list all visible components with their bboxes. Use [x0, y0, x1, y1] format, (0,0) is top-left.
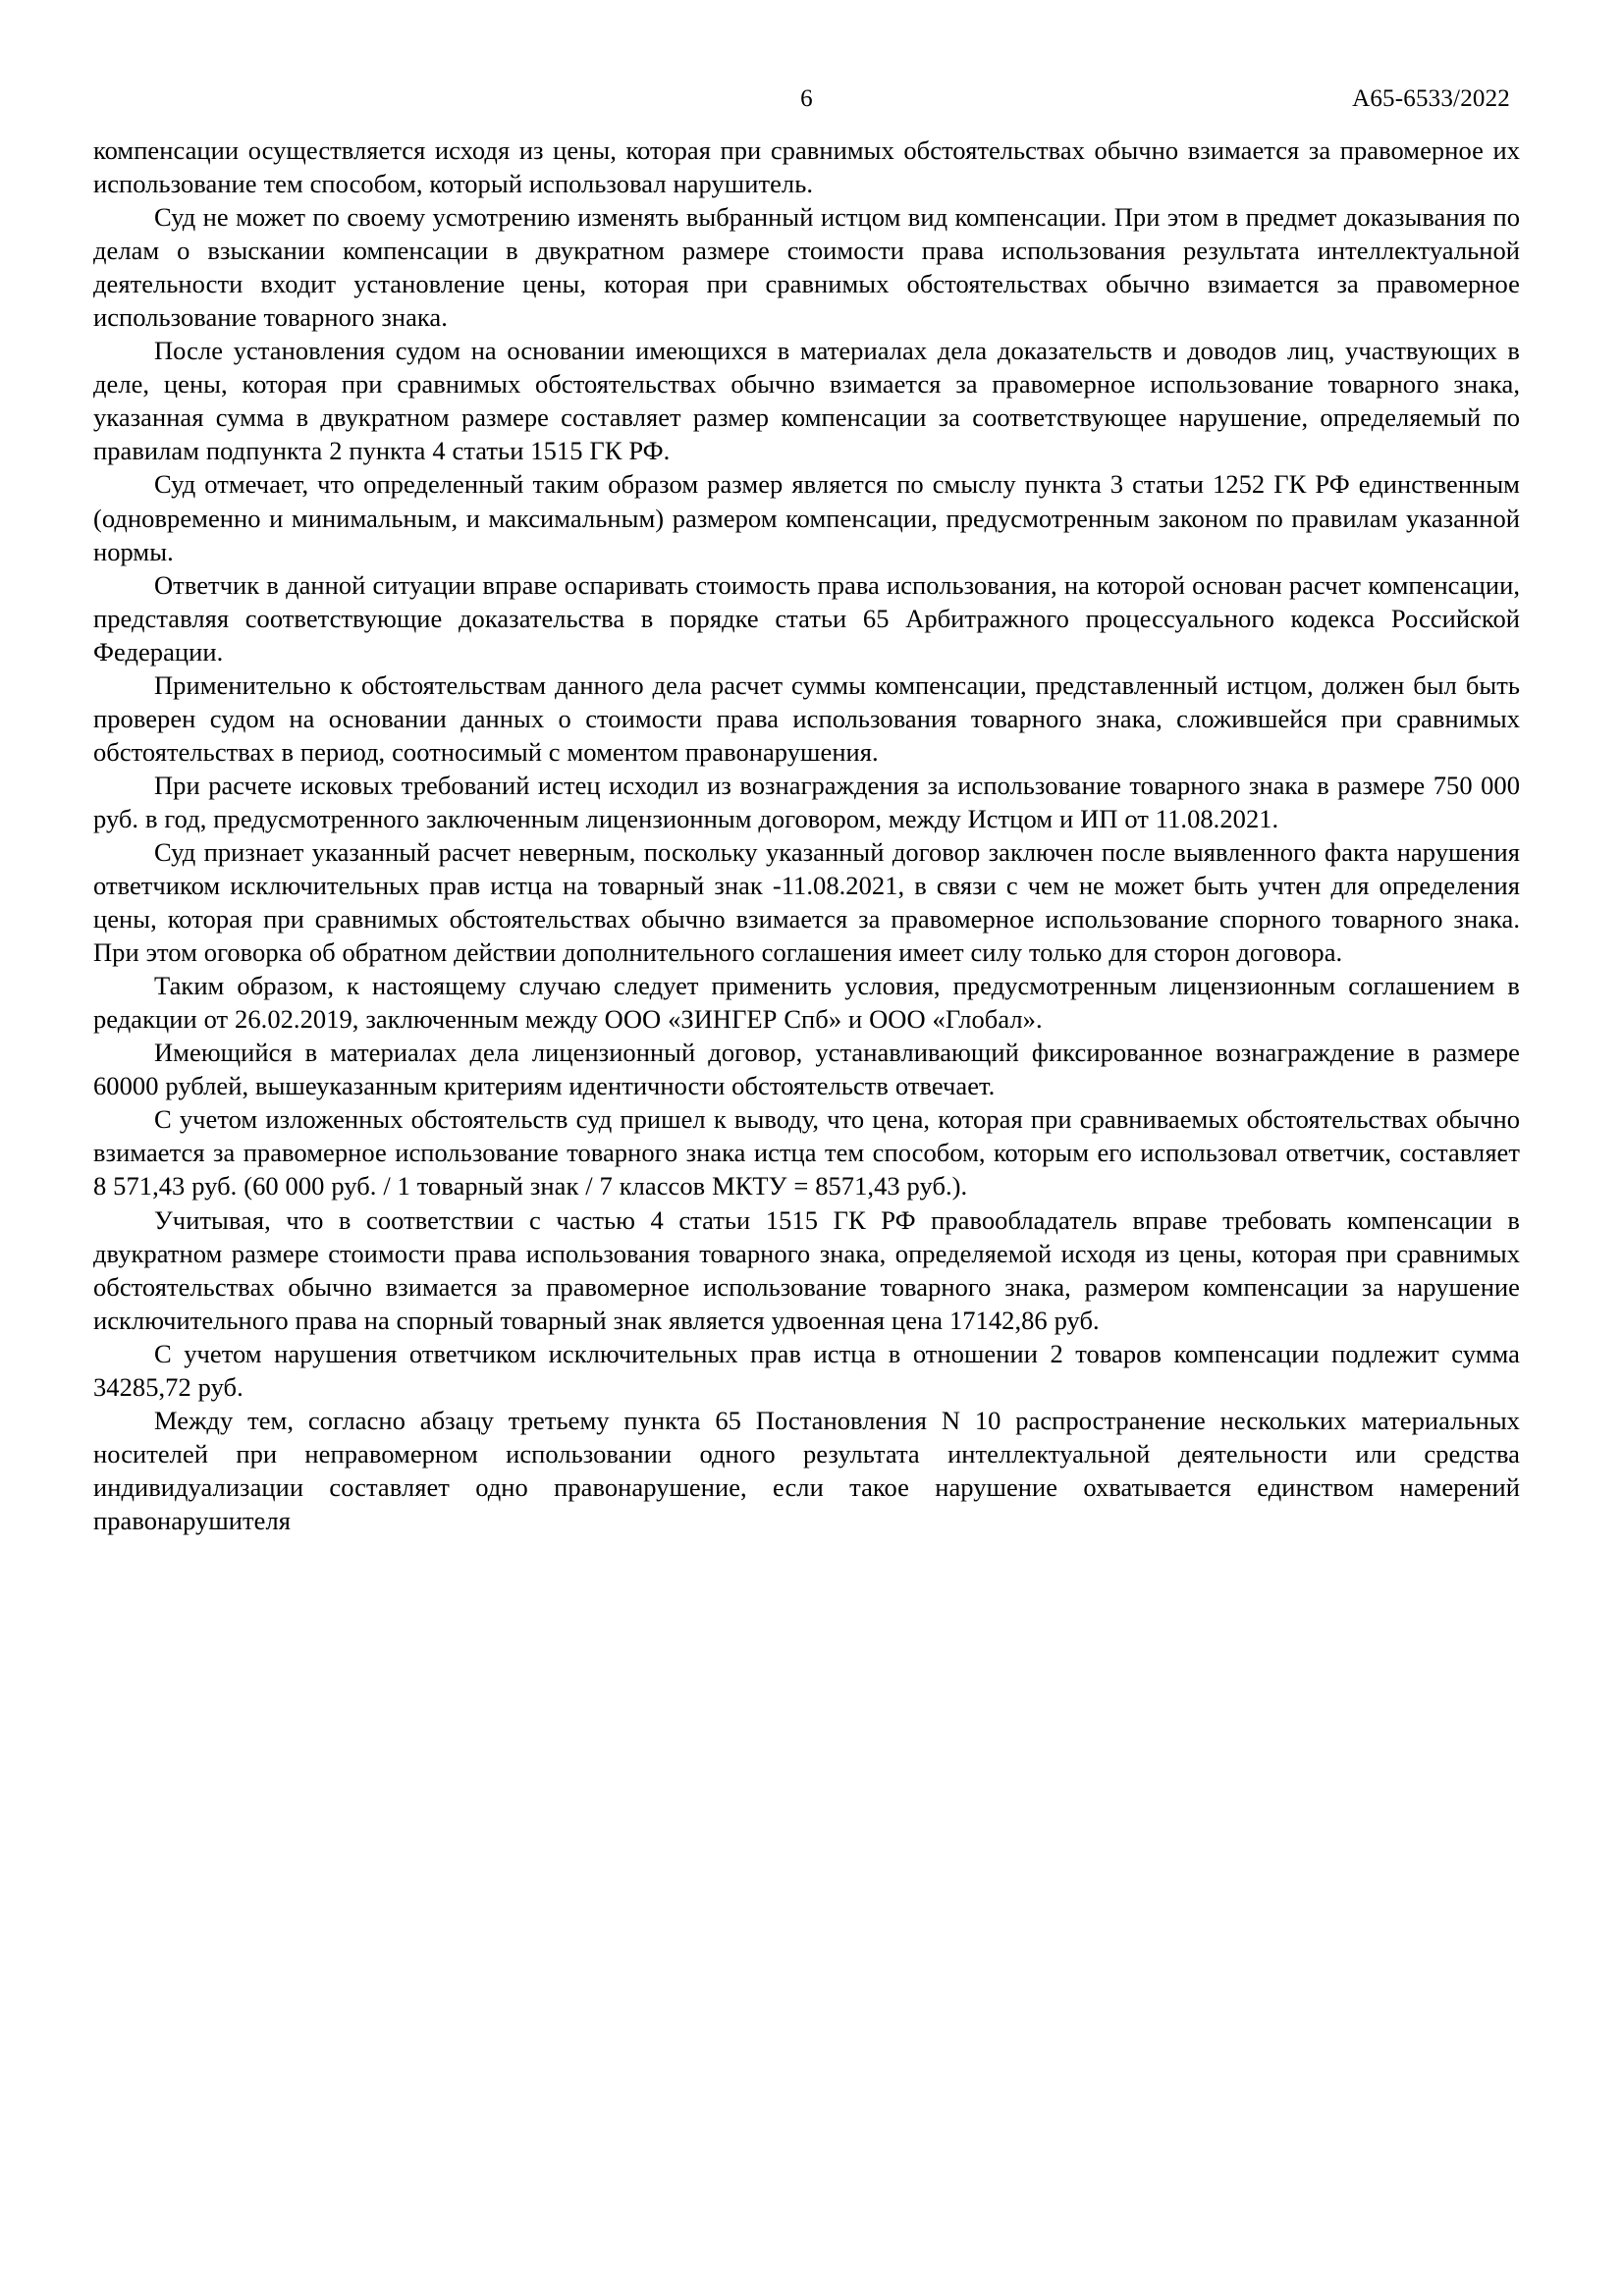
paragraph: С учетом нарушения ответчиком исключительных прав истца в отношении 2 товаров компенсации подлежит сумма 34285,72 руб. — [93, 1338, 1520, 1402]
paragraph: Учитывая, что в соответствии с частью 4 статьи 1515 ГК РФ правообладатель вправе требовать компенсации в двукратном размере стоимости права использования товарного знака, определяемой исходя из цены, которая при сравнимых обстоятельствах обычно взимается за правомерное использование товарного знака, размером компенсации за нарушение исключительного права на спорный товарный знак является удвоенная цена 17142,86 руб. — [93, 1204, 1520, 1335]
paragraph: Ответчик в данной ситуации вправе оспаривать стоимость права использования, на которой основан расчет компенсации, представляя соответствующие доказательства в порядке статьи 65 Арбитражного процессуального кодекса Российской Федерации. — [93, 569, 1520, 667]
paragraph: Суд признает указанный расчет неверным, поскольку указанный договор заключен после выявленного факта нарушения ответчиком исключительных прав истца на товарный знак -11.08.2021, в связи с чем не может быть учтен для определения цены, которая при сравнимых обстоятельствах обычно взимается за правомерное использование спорного товарного знака. При этом оговорка об обратном действии дополнительного соглашения имеет силу только для сторон договора. — [93, 836, 1520, 968]
paragraph: Суд не может по своему усмотрению изменять выбранный истцом вид компенсации. При этом в предмет доказывания по делам о взыскании компенсации в двукратном размере стоимости права использования результата интеллектуальной деятельности входит установление цены, которая при сравнимых обстоятельствах обычно взимается за правомерное использование товарного знака. — [93, 202, 1520, 333]
paragraph: компенсации осуществляется исходя из цены, которая при сравнимых обстоятельствах обычно взимается за правомерное их использование тем способом, который использовал нарушитель. — [93, 135, 1520, 199]
paragraph: Применительно к обстоятельствам данного дела расчет суммы компенсации, представленный истцом, должен был быть проверен судом на основании данных о стоимости права использования товарного знака, сложившейся при сравнимых обстоятельствах в период, соотносимый с моментом правонарушения. — [93, 669, 1520, 767]
paragraph: После установления судом на основании имеющихся в материалах дела доказательств и доводов лиц, участвующих в деле, цены, которая при сравнимых обстоятельствах обычно взимается за правомерное использование товарного знака, указанная сумма в двукратном размере составляет размер компенсации за соответствующее нарушение, определяемый по правилам подпункта 2 пункта 4 статьи 1515 ГК РФ. — [93, 336, 1520, 466]
paragraph: Суд отмечает, что определенный таким образом размер является по смыслу пункта 3 статьи 1252 ГК РФ единственным (одновременно и минимальным, и максимальным) размером компенсации, предусмотренным законом по правилам указанной нормы. — [93, 469, 1520, 566]
paragraph: При расчете исковых требований истец исходил из вознаграждения за использование товарного знака в размере 750 000 руб. в год, предусмотренного заключенным лицензионным договором, между Истцом и ИП от 11.08.2021. — [93, 770, 1520, 833]
paragraph: Между тем, согласно абзацу третьему пункта 65 Постановления N 10 распространение нескольких материальных носителей при неправомерном использовании одного результата интеллектуальной деятельности или средства индивидуализации составляет одно правонарушение, если такое нарушение охватывается единством намерений правонарушителя — [93, 1405, 1520, 1535]
paragraph: С учетом изложенных обстоятельств суд пришел к выводу, что цена, которая при сравниваемых обстоятельствах обычно взимается за правомерное использование товарного знака истца тем способом, которым его использовал ответчик, составляет 8 571,43 руб. (60 000 руб. / 1 товарный знак / 7 классов МКТУ = 8571,43 руб.). — [93, 1104, 1520, 1201]
paragraph: Имеющийся в материалах дела лицензионный договор, устанавливающий фиксированное вознаграждение в размере 60000 рублей, вышеуказанным критериям идентичности обстоятельств отвечает. — [93, 1038, 1520, 1101]
document-body — [93, 133, 1520, 1537]
page-number: 6 — [800, 85, 813, 112]
paragraph: Таким образом, к настоящему случаю следует применить условия, предусмотренным лицензионным соглашением в редакции от 26.02.2019, заключенным между ООО «ЗИНГЕР Спб» и ООО «Глобал». — [93, 971, 1520, 1035]
case-number: А65-6533/2022 — [1352, 85, 1510, 112]
page-header — [93, 86, 1520, 120]
